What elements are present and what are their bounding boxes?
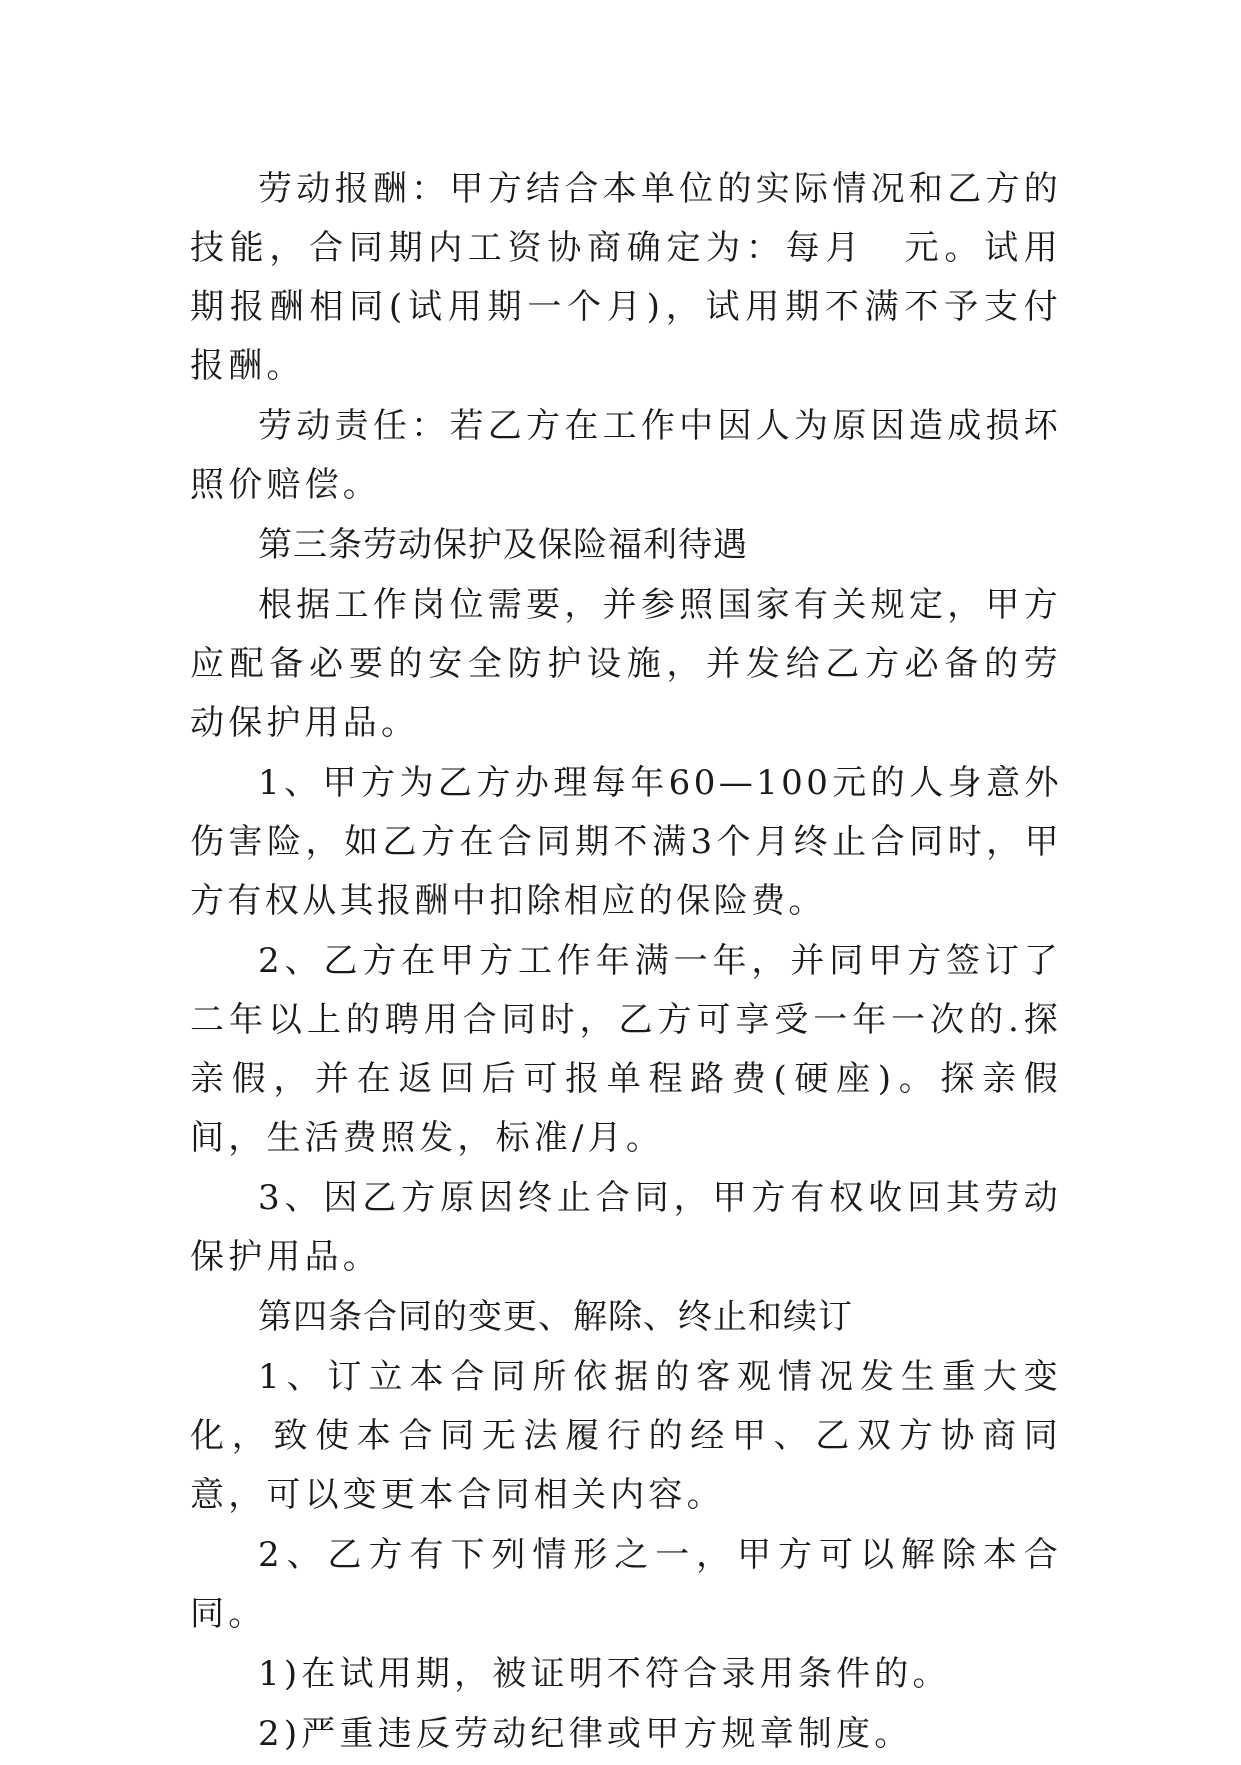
paragraph-item-insurance: 1、甲方为乙方办理每年60—100元的人身意外伤害险，如乙方在合同期不满3个月终止合同时，甲方有权从其报酬中扣除相应的保险费。 bbox=[190, 763, 1062, 921]
section-heading-article-3: 第三条劳动保护及保险福利待遇 bbox=[258, 525, 748, 565]
paragraph-labor-responsibility: 劳动责任：若乙方在工作中因人为原因造成损坏照价赔偿。 bbox=[190, 406, 1062, 505]
paragraph-item-termination-conditions: 2、乙方有下列情形之一，甲方可以解除本合同。 bbox=[190, 1535, 1062, 1634]
paragraph-subitem-probation: 1)在试用期，被证明不符合录用条件的。 bbox=[258, 1654, 951, 1694]
paragraph-item-reclaim-equipment: 3、因乙方原因终止合同，甲方有权收回其劳动保护用品。 bbox=[190, 1178, 1062, 1277]
paragraph-labor-remuneration: 劳动报酬：甲方结合本单位的实际情况和乙方的技能，合同期内工资协商确定为：每月 元。试用期报酬相同(试用期一个月)，试用期不满不予支付报酬。 bbox=[190, 169, 1062, 386]
document-body bbox=[190, 160, 1062, 1765]
paragraph-item-contract-change: 1、订立本合同所依据的客观情况发生重大变化，致使本合同无法履行的经甲、乙双方协商同意，可以变更本合同相关内容。 bbox=[190, 1357, 1062, 1515]
paragraph-protection-equipment: 根据工作岗位需要，并参照国家有关规定，甲方应配备必要的安全防护设施，并发给乙方必备的劳动保护用品。 bbox=[190, 585, 1062, 743]
section-heading-article-4: 第四条合同的变更、解除、终止和续订 bbox=[258, 1297, 853, 1337]
paragraph-item-home-leave: 2、乙方在甲方工作年满一年，并同甲方签订了二年以上的聘用合同时，乙方可享受一年一次的.探亲假，并在返回后可报单程路费(硬座)。探亲假间，生活费照发，标准/月。 bbox=[190, 941, 1062, 1158]
paragraph-subitem-discipline: 2)严重违反劳动纪律或甲方规章制度。 bbox=[258, 1714, 913, 1754]
